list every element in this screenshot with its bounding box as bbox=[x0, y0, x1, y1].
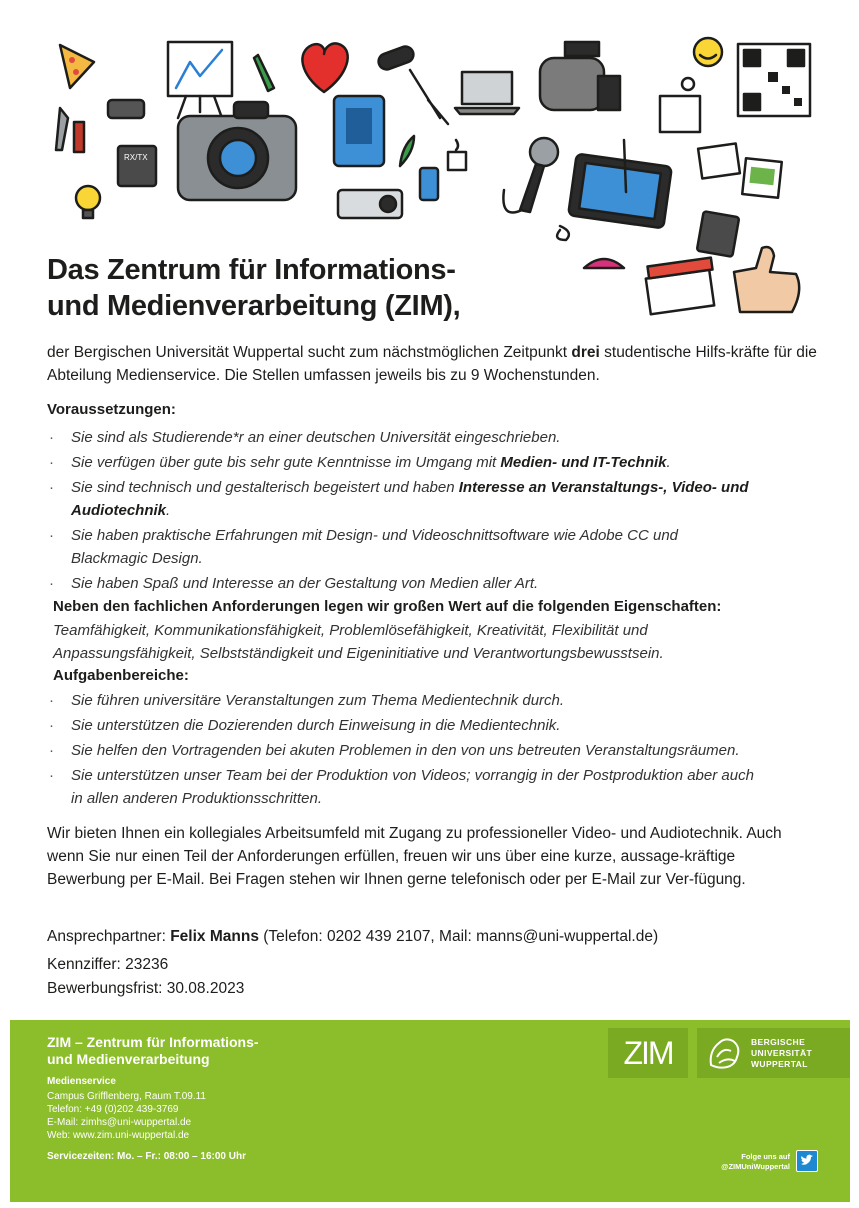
presentation-board-icon bbox=[168, 42, 232, 118]
heart-icon bbox=[302, 43, 347, 92]
list-item: · Sie haben Spaß und Interesse an der Gestaltung von Medien aller Art. bbox=[47, 572, 827, 595]
requirements-heading: Voraussetzungen: bbox=[47, 401, 176, 418]
video-camera-icon bbox=[540, 42, 620, 110]
footer-web[interactable]: Web: www.zim.uni-wuppertal.de bbox=[47, 1130, 190, 1141]
drawing-tablet-icon bbox=[568, 140, 672, 228]
university-logo bbox=[697, 1028, 850, 1078]
lion-crest-icon bbox=[705, 1033, 745, 1073]
list-item: · Sie helfen den Vortragenden bei akuten Problemen in den von uns betreuten Veranstaltungsräumen. bbox=[47, 739, 827, 762]
vr-glasses-icon bbox=[108, 100, 144, 118]
bewerbungsfrist: Bewerbungsfrist: 30.08.2023 bbox=[47, 980, 245, 997]
coffee-cup-icon bbox=[448, 140, 466, 170]
title-line-2: und Medienverarbeitung (ZIM), bbox=[47, 290, 461, 322]
footer bbox=[10, 1020, 850, 1202]
title-line-1: Das Zentrum für Informations- bbox=[47, 254, 456, 286]
list-item: · Sie unterstützen die Dozierenden durch Einweisung in die Medientechnik. bbox=[47, 714, 827, 737]
rx-tx-label: RX/TX bbox=[124, 153, 148, 162]
properties-heading: Neben den fachlichen Anforderungen legen wir großen Wert auf die folgenden Eigenschaften: bbox=[53, 598, 722, 615]
tasks-list bbox=[47, 689, 827, 812]
tablet-icon bbox=[334, 96, 384, 166]
offer-paragraph: Wir bieten Ihnen ein kollegiales Arbeitsumfeld mit Zugang zu professioneller Video- und Audiotechnik. Auch wenn Sie nur einen Teil der Anforderungen erfüllen, freuen wir uns über eine kurze, aussage-kräftige Bewerbung per E-Mail. Bei Fragen stehen wir Ihnen gerne telefonisch oder per E-Mail zur Ver-fügung. bbox=[47, 825, 782, 888]
follow-us: Folge uns auf @ZIMUniWuppertal bbox=[721, 1152, 790, 1171]
list-item: · Sie führen universitäre Veranstaltungen zum Thema Medientechnik durch. bbox=[47, 689, 827, 712]
list-item: · Sie verfügen über gute bis sehr gute Kenntnisse im Umgang mit Medien- und IT-Technik. bbox=[47, 451, 827, 474]
globe-icon bbox=[584, 259, 624, 268]
camera-icon bbox=[178, 102, 296, 200]
list-item: · Sie haben praktische Erfahrungen mit Design- und Videoschnittsoftware wie Adobe CC und Blackmagic Design. bbox=[47, 524, 711, 570]
twitter-button[interactable] bbox=[796, 1150, 818, 1172]
footer-contact-details bbox=[47, 1090, 206, 1142]
intro-paragraph: der Bergischen Universität Wuppertal sucht zum nächstmöglichen Zeitpunkt drei studentische Hilfs-kräfte für die Abteilung Medienservice. Die Stellen umfassen jeweils bis zu 9 Wochenstunden. bbox=[47, 344, 817, 384]
footer-email[interactable]: E-Mail: zimhs@uni-wuppertal.de bbox=[47, 1117, 192, 1128]
contact-name: Felix Manns bbox=[170, 928, 259, 945]
list-item: · Sie unterstützen unser Team bei der Produktion von Videos; vorrangig in der Postproduktion aber auch in allen anderen Produktionsschritten. bbox=[47, 764, 761, 810]
intro-bold: drei bbox=[571, 344, 600, 361]
lightbulb-icon bbox=[76, 186, 100, 218]
kennziffer: Kennziffer: 23236 bbox=[47, 956, 169, 973]
handheld-microphone-icon bbox=[503, 138, 558, 213]
smiley-icon bbox=[694, 38, 722, 66]
footer-title: ZIM – Zentrum für Informations- und Medienverarbeitung bbox=[47, 1034, 259, 1067]
thumbs-up-icon bbox=[734, 247, 799, 312]
photos-icon bbox=[698, 144, 782, 198]
university-name: BERGISCHE UNIVERSITÄT WUPPERTAL bbox=[751, 1037, 813, 1069]
footer-department: Medienservice bbox=[47, 1076, 116, 1087]
rx-tx-transmitter-icon bbox=[118, 146, 156, 186]
zim-logo bbox=[608, 1028, 688, 1078]
footer-phone: Telefon: +49 (0)202 439-3769 bbox=[47, 1104, 179, 1115]
rx-tx-transmitter-icon bbox=[697, 211, 739, 257]
phone-icon bbox=[420, 168, 438, 200]
microphone-icon bbox=[376, 44, 448, 124]
twitter-bird-icon bbox=[797, 1151, 817, 1171]
footer-address: Campus Grifflenberg, Raum T.09.11 bbox=[47, 1091, 206, 1102]
tools-icon bbox=[56, 108, 84, 152]
speaker-podium-icon bbox=[660, 78, 700, 132]
projector-icon bbox=[338, 190, 402, 218]
page-title bbox=[47, 252, 460, 324]
footer-hours: Servicezeiten: Mo. – Fr.: 08:00 – 16:00 Uhr bbox=[47, 1151, 246, 1162]
laptop-icon bbox=[455, 72, 519, 114]
pen-icon bbox=[254, 55, 274, 91]
quill-icon bbox=[400, 136, 414, 166]
cable-icon bbox=[557, 226, 569, 240]
tasks-heading: Aufgabenbereiche: bbox=[53, 667, 189, 684]
zim-logo-text: ZIM bbox=[623, 1034, 673, 1071]
pizza-icon bbox=[60, 45, 94, 88]
clapperboard-icon bbox=[646, 258, 714, 315]
qr-code-icon bbox=[738, 44, 810, 116]
list-item: · Sie sind als Studierende*r an einer deutschen Universität eingeschrieben. bbox=[47, 426, 827, 449]
contact-line: Ansprechpartner: Felix Manns (Telefon: 0202 439 2107, Mail: manns@uni-wuppertal.de) bbox=[47, 928, 659, 945]
properties-text: Teamfähigkeit, Kommunikationsfähigkeit, Problemlösefähigkeit, Kreativität, Flexibilität und Anpassungsfähigkeit, Selbstständigkeit und Eigeninitiative und Verantwortungsbewusstsein. bbox=[53, 622, 664, 662]
list-item: · Sie sind technisch und gestalterisch begeistert und haben Interesse an Veranstaltungs-, Video- und Audiotechnik. bbox=[47, 476, 827, 522]
requirements-list bbox=[47, 426, 827, 597]
